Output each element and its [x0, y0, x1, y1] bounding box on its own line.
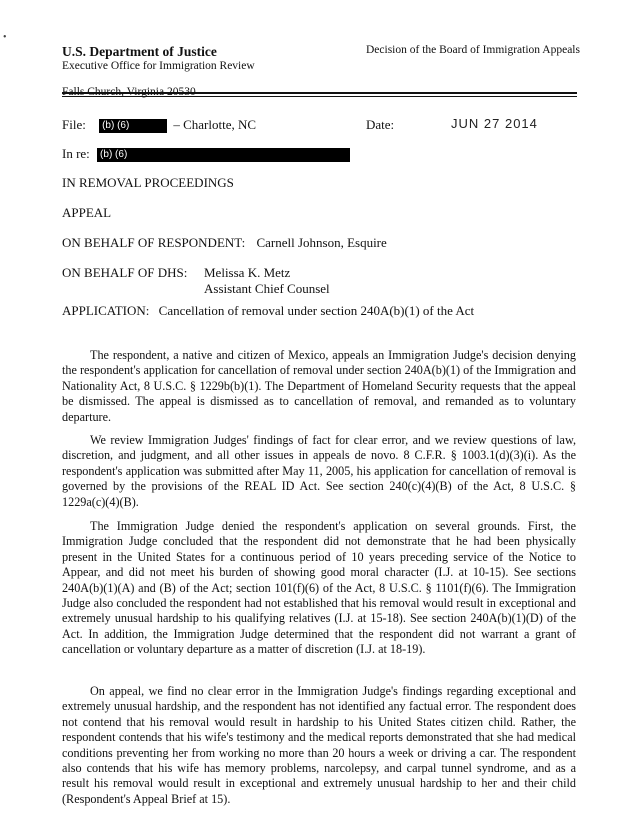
decision-title: Decision of the Board of Immigration Appeals	[366, 44, 580, 56]
appeal-heading: APPEAL	[62, 205, 112, 220]
agency-name: U.S. Department of Justice	[62, 44, 217, 59]
dhs-label: ON BEHALF OF DHS:	[62, 265, 188, 280]
paragraph-1: The respondent, a native and citizen of Mexico, appeals an Immigration Judge's decision denying the respondent's application for cancellation of removal under section 240A(b)(1) of the Immigration and Nationality Act, 8 U.S.C. § 1229b(b)(1). The Department of Homeland Security requests that the appeal be dismissed. The appeal is dismissed as to cancellation of removal, and remanded as to voluntary departure.	[62, 348, 576, 424]
date-label: Date:	[366, 117, 395, 132]
file-location: – Charlotte, NC	[173, 117, 257, 132]
in-re-redaction: (b) (6)	[97, 148, 350, 162]
dhs-counsel-title: Assistant Chief Counsel	[204, 281, 330, 296]
scan-mark: •	[3, 32, 7, 43]
application-text: Cancellation of removal under section 240A(b)(1) of the Act	[158, 303, 475, 318]
header-rule	[62, 92, 577, 94]
respondent-label: ON BEHALF OF RESPONDENT:	[62, 235, 246, 250]
respondent-counsel-line	[62, 235, 387, 251]
in-re-label: In re:	[62, 146, 90, 161]
paragraph-2: We review Immigration Judges' findings of fact for clear error, and we review questions of law, discretion, and judgment, and all other issues in appeals de novo. 8 C.F.R. § 1003.1(d)(3)(i). As the respondent's application was submitted after May 11, 2005, his application for cancellation of removal is governed by the provisions of the REAL ID Act. See section 240(c)(4)(B) of the Act, 8 U.S.C. § 1229a(c)(4)(B).	[62, 433, 576, 509]
in-re-line	[62, 146, 350, 162]
respondent-counsel: Carnell Johnson, Esquire	[256, 235, 387, 250]
letterhead	[62, 44, 255, 99]
application-line	[62, 303, 474, 319]
file-redaction: (b) (6)	[99, 119, 167, 133]
proceedings-heading: IN REMOVAL PROCEEDINGS	[62, 175, 234, 190]
paragraph-3: The Immigration Judge denied the respondent's application on several grounds. First, the Immigration Judge concluded that the respondent did not demonstrate that he had been physically present in the United States for a continuous period of 10 years preceding service of the Notice to Appear, and did not meet his burden of showing good moral character (I.J. at 10-15). See sections 240A(b)(1)(A) and (B) of the Act; section 101(f)(6) of the Act, 8 U.S.C. § 1101(f)(6). The Immigration Judge also concluded the respondent had not established that his removal would result in exceptional and extremely unusual hardship to his qualifying relatives (I.J. at 15-18). See section 240A(b)(1)(D) of the Act. In addition, the Immigration Judge determined that the respondent did not warrant a grant of cancellation or voluntary departure as a matter of discretion (I.J. at 18-19).	[62, 519, 576, 657]
paragraph-4: On appeal, we find no clear error in the Immigration Judge's findings regarding exceptional and extremely unusual hardship, and the respondent has not identified any factual error. The respondent does not contend that his removal would result in hardship to his United States citizen child. Rather, the respondent contends that his wife's testimony and the medical reports demonstrated that she had medical conditions preventing her from working no more than 20 hours a week or driving a car. The respondent also contends that his wife has memory problems, narcolepsy, and carpal tunnel syndrome, and as a result his removal would result in exceptional and extremely unusual hardship to her and their child (Respondent's Appeal Brief at 15).	[62, 684, 576, 806]
application-label: APPLICATION:	[62, 303, 150, 318]
file-label: File:	[62, 117, 86, 132]
date-stamp: JUN 27 2014	[451, 116, 538, 131]
office-name: Executive Office for Immigration Review	[62, 60, 255, 72]
header-rule-thin	[62, 96, 577, 97]
file-line	[62, 117, 256, 133]
dhs-counsel: Melissa K. Metz	[204, 265, 291, 280]
